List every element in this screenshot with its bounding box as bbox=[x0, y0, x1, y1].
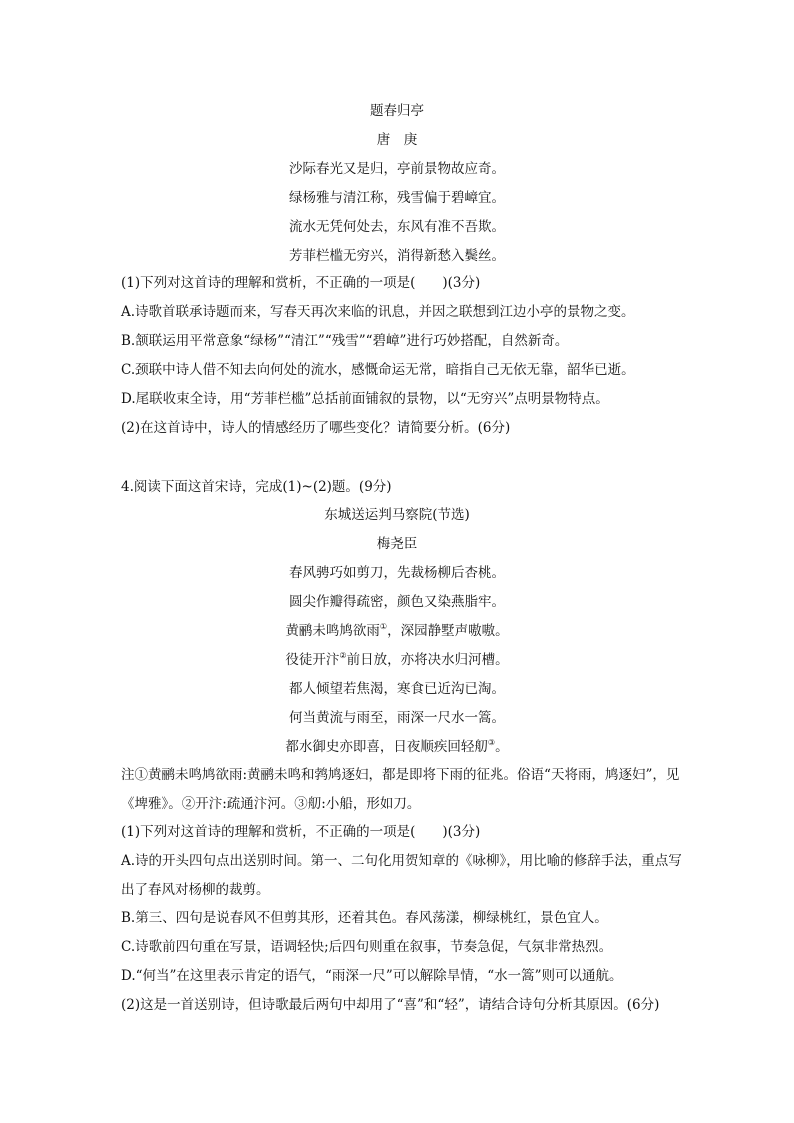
poem2-line: 圆尖作瓣得疏密，颜色又染燕脂牢。 bbox=[289, 594, 505, 610]
poem1-option-c: C.颈联中诗人借不知去向何处的流水，感慨命运无常，暗指自己无依无靠，韶华已逝。 bbox=[121, 362, 635, 378]
poem2-notes: 《埤雅》。②开汴:疏通汴河。③舠:小船，形如刀。 bbox=[121, 796, 421, 812]
footnote-marker: ② bbox=[339, 651, 347, 660]
poem1-line: 流水无凭何处去，东风有准不吾欺。 bbox=[289, 219, 505, 235]
poem2-line: 都人倾望若焦渴，寒食已近沟已淘。 bbox=[289, 681, 505, 697]
poem2-line: 都水御史亦即喜，日夜顺疾回轻舠③。 bbox=[285, 738, 509, 755]
poem1-title: 题春归亭 bbox=[370, 103, 424, 119]
footnote-marker: ③ bbox=[487, 738, 496, 747]
poem2-option-a: 出了春风对杨柳的裁剪。 bbox=[121, 882, 270, 898]
question4-stem: 4.阅读下面这首宋诗，完成(1)~(2)题。(9分) bbox=[121, 479, 392, 495]
poem1-question-2: (2)在这首诗中，诗人的情感经历了哪些变化？请简要分析。(6分) bbox=[121, 420, 511, 436]
poem1-question-1: (1)下列对这首诗的理解和赏析，不正确的一项是( )(3分) bbox=[121, 275, 481, 291]
poem1-author: 唐 庚 bbox=[376, 132, 418, 148]
poem1-option-a: A.诗歌首联承诗题而来，写春天再次来临的讯息，并因之联想到江边小亭的景物之变。 bbox=[121, 304, 635, 320]
poem2-option-d: D.“何当”在这里表示肯定的语气，“雨深一尺”可以解除旱情，“水一篙”则可以通航。 bbox=[121, 968, 623, 984]
poem2-line: 役徒开汴②前日放，亦将决水归河槽。 bbox=[285, 651, 509, 668]
poem1-line: 芳菲栏槛无穷兴，消得新愁入鬓丝。 bbox=[289, 248, 505, 264]
poem2-option-a: A.诗的开头四句点出送别时间。第一、二句化用贺知章的《咏柳》，用比喻的修辞手法，重点写 bbox=[121, 853, 682, 869]
poem1-option-b: B.颔联运用平常意象“绿杨”“清江”“残雪”“碧嶂”进行巧妙搭配，自然新奇。 bbox=[121, 333, 569, 349]
poem2-option-b: B.第三、四句是说春风不但剪其形，还着其色。春风荡漾，柳绿桃红，景色宜人。 bbox=[121, 910, 608, 926]
poem2-question-1: (1)下列对这首诗的理解和赏析，不正确的一项是( )(3分) bbox=[121, 824, 481, 840]
poem2-line: 何当黄流与雨至，雨深一尺水一篙。 bbox=[289, 710, 505, 726]
poem2-title: 东城送运判马察院(节选) bbox=[324, 507, 470, 523]
poem2-line: 春风骋巧如剪刀，先裁杨柳后杏桃。 bbox=[289, 565, 505, 581]
poem2-notes: 注①黄鹂未鸣鸠欲雨:黄鹂未鸣和鹁鸠逐妇，都是即将下雨的征兆。俗语“天将雨，鸠逐妇”，见 bbox=[121, 767, 680, 783]
footnote-marker: ① bbox=[379, 622, 388, 631]
poem1-line: 绿杨雅与清江称，残雪偏于碧嶂宜。 bbox=[289, 190, 505, 206]
poem1-option-d: D.尾联收束全诗，用“芳菲栏槛”总括前面铺叙的景物，以“无穷兴”点明景物特点。 bbox=[121, 391, 609, 407]
poem2-line: 黄鹂未鸣鸠欲雨①，深园静墅声嗷嗷。 bbox=[285, 622, 509, 639]
poem2-option-c: C.诗歌前四句重在写景，语调轻快;后四句则重在叙事，节奏急促，气氛非常热烈。 bbox=[121, 939, 613, 955]
poem2-question-2: (2)这是一首送别诗，但诗歌最后两句中却用了“喜”和“轻”，请结合诗句分析其原因。(6分) bbox=[121, 997, 660, 1013]
poem1-line: 沙际春光又是归，亭前景物故应奇。 bbox=[289, 161, 505, 177]
poem2-author: 梅尧臣 bbox=[376, 536, 418, 552]
